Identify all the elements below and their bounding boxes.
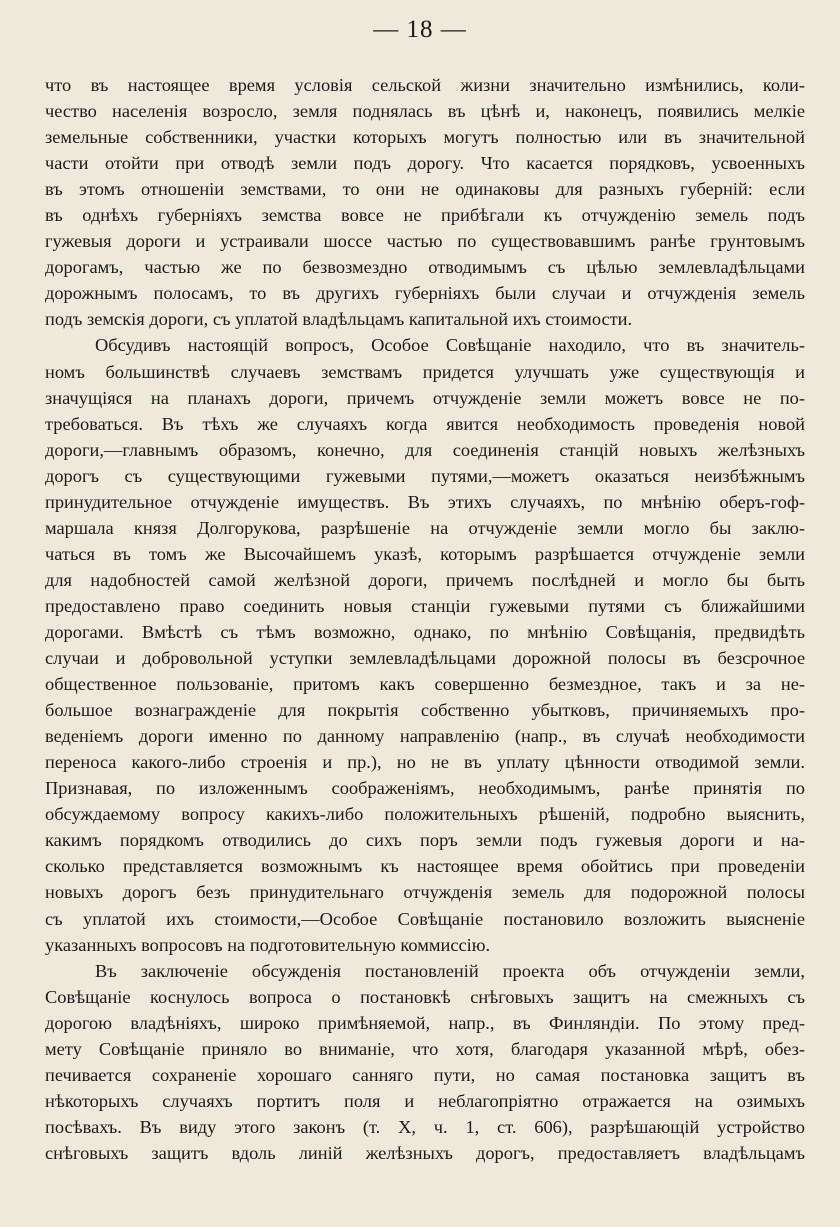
text-line: въ этомъ отношеніи земствами, то они не одинаковы для разныхъ губерній: если	[45, 179, 805, 200]
text-line: дорогами. Вмѣстѣ съ тѣмъ возможно, однако, по мнѣнію Совѣщанія, предвидѣть	[45, 621, 805, 642]
text-line: дорогою владѣніяхъ, широко примѣняемой, напр., въ Финляндіи. По этому пред-	[45, 1012, 805, 1033]
text-line: требоваться. Въ тѣхъ же случаяхъ когда явится необходимость проведенія новой	[45, 413, 805, 434]
text-line: случаи и добровольной уступки землевладѣльцами дорожной полосы въ безсрочное	[45, 648, 805, 669]
text-line: дороги,—главнымъ образомъ, конечно, для соединенія станцій новыхъ желѣзныхъ	[45, 439, 805, 460]
text-line: значущіяся на планахъ дороги, причемъ отчужденіе земли можетъ вовсе не по-	[45, 387, 805, 408]
text-line: дорогъ съ существующими гужевыми путями,—можетъ оказаться неизбѣжнымъ	[45, 465, 805, 486]
text-line: въ однѣхъ губерніяхъ земства вовсе не прибѣгали къ отчужденію земель подъ	[45, 205, 805, 226]
text-line: номъ большинствѣ случаевъ земствамъ придется улучшать уже существующія и	[45, 361, 805, 382]
text-line: маршала князя Долгорукова, разрѣшеніе на отчужденіе земли могло бы заклю-	[45, 517, 805, 538]
text-line: земельные собственники, участки которыхъ могутъ полностью или въ значительной	[45, 127, 805, 148]
text-line: части отойти при отводѣ земли подъ дорогу. Что касается порядковъ, усвоенныхъ	[45, 153, 805, 174]
text-line: Совѣщаніе коснулось вопроса о постановкѣ снѣговыхъ защитъ на смежныхъ съ	[45, 986, 805, 1007]
text-line: что въ настоящее время условія сельской жизни значительно измѣнились, коли-	[45, 75, 805, 95]
paragraph	[45, 72, 805, 332]
text-line: Обсудивъ настоящій вопросъ, Особое Совѣщаніе находило, что въ значитель-	[95, 335, 805, 356]
text-line: дорогамъ, частью же по безвозмездно отводимымъ съ цѣлью землевладѣльцами	[45, 257, 805, 278]
paragraph	[45, 958, 805, 1166]
page-number: — 18 —	[373, 16, 467, 43]
text-line: указанныхъ вопросовъ на подготовительную коммиссію.	[45, 934, 491, 955]
text-line: Признавая, по изложеннымъ соображеніямъ, необходимымъ, ранѣе принятія по	[45, 778, 805, 799]
text-line: дорожнымъ полосамъ, то въ другихъ губерніяхъ были случаи и отчужденія земель	[45, 283, 805, 304]
text-line: подъ земскія дороги, съ уплатой владѣльцамъ капитальной ихъ стоимости.	[45, 309, 633, 330]
text-line: веденіемъ дороги именно по данному направленію (напр., въ случаѣ необходимости	[45, 726, 805, 747]
text-line: Въ заключеніе обсужденія постановленій проекта объ отчужденіи земли,	[95, 960, 805, 981]
text-line: новыхъ дорогъ безъ принудительнаго отчужденія земель для подорожной полосы	[45, 882, 805, 903]
text-line: мету Совѣщаніе приняло во вниманіе, что хотя, благодаря указанной мѣрѣ, обез-	[45, 1038, 805, 1059]
text-line: какимъ порядкомъ отводились до сихъ поръ земли подъ гужевыя дороги и на-	[45, 830, 805, 851]
text-line: съ уплатой ихъ стоимости,—Особое Совѣщаніе постановило возложить выясненіе	[45, 908, 805, 929]
text-body	[45, 72, 805, 1166]
text-line: гужевыя дороги и устраивали шоссе частью по существовавшимъ ранѣе грунтовымъ	[45, 231, 805, 252]
text-line: переноса какого-либо строенія и пр.), но не въ уплату цѣнности отводимой земли.	[45, 752, 805, 773]
text-line: общественное пользованіе, притомъ какъ совершенно безмездное, такъ и за не-	[45, 674, 805, 695]
text-line: сколько представляется возможнымъ къ настоящее время обойтись при проведеніи	[45, 856, 805, 877]
text-line: снѣговыхъ защитъ вдоль линій желѣзныхъ дорогъ, предоставляетъ владѣльцамъ	[45, 1142, 805, 1163]
text-line: большое вознагражденіе для покрытія собственно убытковъ, причиняемыхъ про-	[45, 700, 805, 721]
text-line: нѣкоторыхъ случаяхъ портитъ поля и неблагопріятно отражается на озимыхъ	[45, 1090, 805, 1111]
text-line: чество населенія возросло, земля поднялась въ цѣнѣ и, наконецъ, появились мелкіе	[45, 101, 805, 122]
text-line: предоставлено право соединить новыя станціи гужевыми путями съ ближайшими	[45, 595, 805, 616]
text-line: чаться въ томъ же Высочайшемъ указѣ, которымъ разрѣшается отчужденіе земли	[45, 543, 805, 564]
paragraph	[45, 332, 805, 957]
text-line: посѣвахъ. Въ виду этого законъ (т. X, ч. 1, ст. 606), разрѣшающій устройство	[45, 1116, 805, 1137]
text-line: обсуждаемому вопросу какихъ-либо положительныхъ рѣшеній, подробно выяснить,	[45, 804, 805, 825]
text-line: принудительное отчужденіе имуществъ. Въ этихъ случаяхъ, по мнѣнію оберъ-гоф-	[45, 491, 805, 512]
text-line: для надобностей самой желѣзной дороги, причемъ послѣдней и могло бы быть	[45, 569, 805, 590]
text-line: печивается сохраненіе хорошаго санняго пути, но самая постановка защитъ въ	[45, 1064, 805, 1085]
